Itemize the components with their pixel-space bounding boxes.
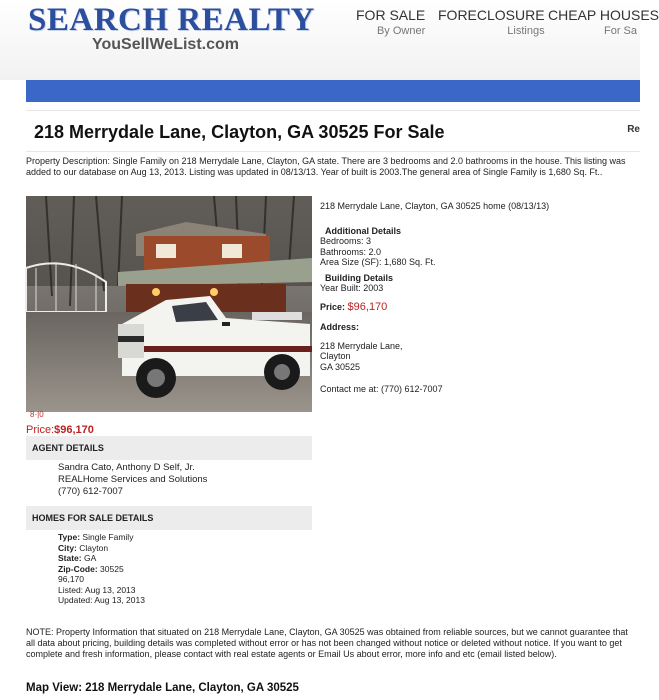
homes-for-sale-details [58,532,145,606]
hfs-zip: Zip-Code: 30525 [58,563,124,574]
sidebar-label: Re [627,124,640,135]
disclaimer-note: NOTE: Property Information that situated on 218 Merrydale Lane, Clayton, GA 30525 was obtained from reliable sources, but we cannot guarantee that all data about pricing, building details was completed without error or has not been changed without notice or deleted without notice. If you want to get complete and fresh information, please contact with real estate agents or Email Us about error, more info and etc (email listed below). [26,627,628,659]
contact-phone[interactable]: Contact me at: (770) 612-7007 [320,384,443,394]
agent-phone[interactable]: (770) 612-7007 [58,486,123,497]
address-line-3: GA 30525 [320,361,361,372]
nav-foreclosure[interactable] [438,6,545,38]
nav-for-sale[interactable] [356,6,425,38]
site-logo[interactable] [28,2,315,53]
agent-company: REALHome Services and Solutions [58,474,208,485]
year-built: Year Built: 2003 [320,283,384,293]
agent-names: Sandra Cato, Anthony D Self, Jr. [58,462,195,473]
nav-for-sale-sub: By Owner [376,25,426,37]
hfs-listed: Listed: Aug 13, 2013 [58,584,136,595]
hfs-price: 96,170 [58,574,84,584]
details-headline: 218 Merrydale Lane, Clayton, GA 30525 home (08/13/13) [320,201,550,211]
page-title: 218 Merrydale Lane, Clayton, GA 30525 For Sale [34,122,445,142]
hfs-city: City: Clayton [58,542,109,553]
price-label: Price: [26,424,55,436]
price-value: $96,170 [54,424,94,436]
bathrooms: Bathrooms: 2.0 [320,246,382,257]
homes-for-sale-header: HOMES FOR SALE DETAILS [26,506,312,530]
property-description: Property Description: Single Family on 218 Merrydale Lane, Clayton, GA state. There are 3 bedrooms and 2.0 bathrooms in the house. This listing was added to our database on Aug 13, 2013. Listing was updated in 08/13/13. Year of built is 2003.The general area of Single Family is 1,680 Sq. Ft.. [26,156,626,177]
address-line-1: 218 Merrydale Lane, [320,340,403,351]
photo-caption: 8·|0 [30,410,44,419]
nav-foreclosure-sub: Listings [507,25,545,37]
building-details-title: Building Details [325,272,394,283]
logo-title: SEARCH REALTY [28,2,315,38]
agent-details-header: AGENT DETAILS [26,436,312,460]
property-details-panel [320,201,550,395]
map-view-title: Map View: 218 Merrydale Lane, Clayton, GA 30525 [26,682,299,694]
address-label: Address: [320,322,360,332]
hfs-updated: Updated: Aug 13, 2013 [58,595,145,605]
area-size: Area Size (SF): 1,680 Sq. Ft. [320,257,436,267]
site-header [0,0,659,80]
nav-foreclosure-title: FORECLOSURE [438,7,545,23]
hfs-type: Type: Single Family [58,532,134,542]
nav-cheap-houses-title: CHEAP HOUSES [548,7,659,23]
agent-details [58,462,207,498]
nav-for-sale-title: FOR SALE [356,7,426,23]
property-photo[interactable] [26,196,312,412]
listing-title-bar [26,110,640,152]
nav-cheap-houses[interactable] [548,6,658,38]
address-line-2: Clayton [320,351,351,361]
nav-bar [26,80,640,102]
additional-details-title: Additional Details [325,225,402,236]
bedrooms: Bedrooms: 3 [320,236,372,246]
nav-cheap-houses-sub: For Sa [604,25,638,37]
listing-price [26,424,94,436]
logo-subtitle: YouSellWeList.com [92,36,239,53]
hfs-state: State: GA [58,553,97,563]
details-price: Price: $96,170 [320,300,388,313]
